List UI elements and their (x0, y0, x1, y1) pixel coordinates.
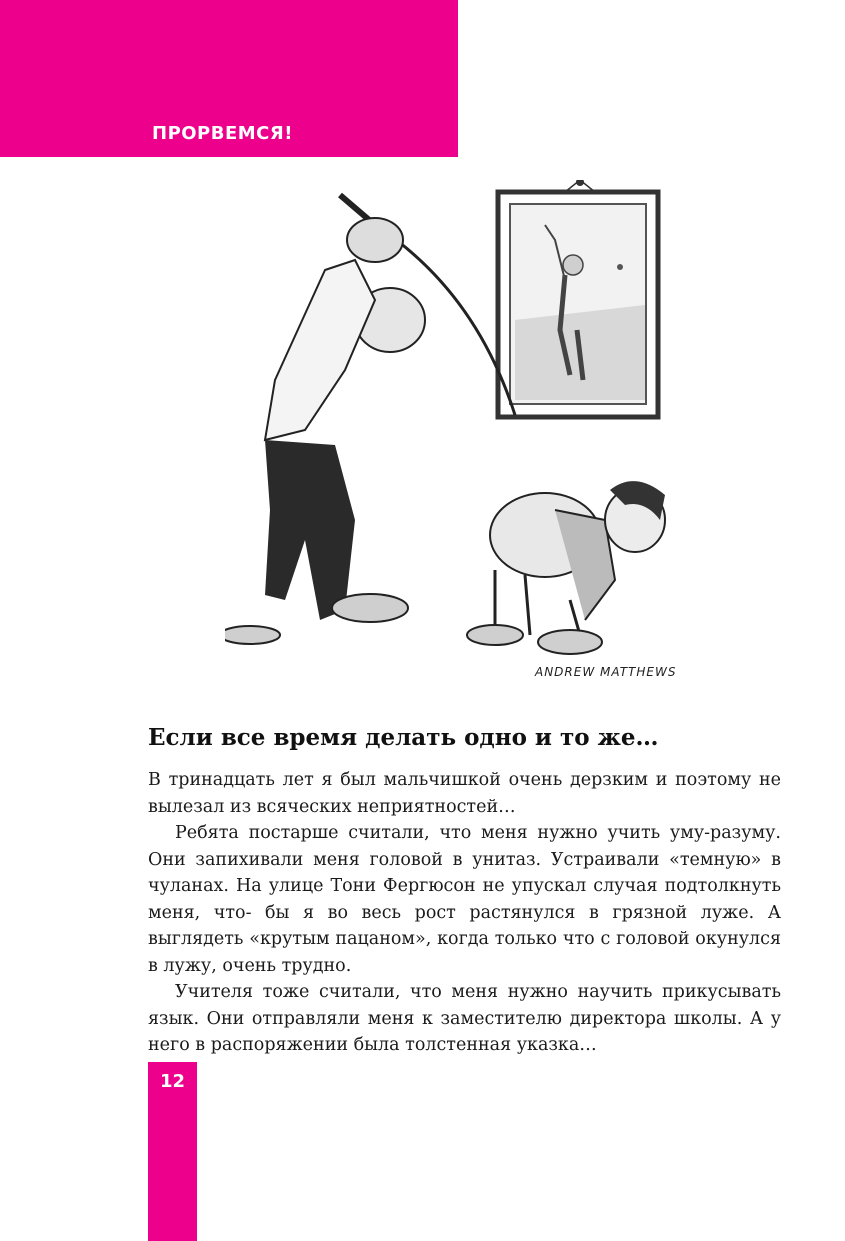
page-number: 12 (159, 1071, 186, 1092)
body-text (148, 767, 781, 1059)
paragraph: Учителя тоже считали, что меня нужно научить прикусывать язык. Они отправляли меня к заместителю директора школы. А у него в распоряжении была толстенная указка… (148, 982, 781, 1055)
illustrator-signature: ANDREW MATTHEWS (535, 665, 677, 679)
page-number-tab (148, 1062, 197, 1241)
boy-figure (467, 481, 665, 654)
framed-picture (498, 180, 658, 417)
cartoon-illustration (225, 180, 725, 690)
golfer-figure (225, 195, 515, 644)
section-heading: Если все время делать одно и то же… (148, 724, 659, 751)
paragraph: В тринадцать лет я был мальчишкой очень дерзким и поэтому не вылезал из всяческих неприятностей… (148, 770, 781, 817)
paragraph: Ребята постарше считали, что меня нужно учить уму-разуму. Они запихивали меня головой в унитаз. Устраивали «темную» в чуланах. На улице Тони Фергюсон не упускал случая подтолкнуть меня, что- бы я во весь рост растянулся в грязной луже. А выглядеть «крутым пацаном», когда только что с головой окунулся в лужу, очень трудно. (148, 823, 781, 976)
chapter-title: ПРОРВЕМСЯ! (152, 123, 293, 144)
